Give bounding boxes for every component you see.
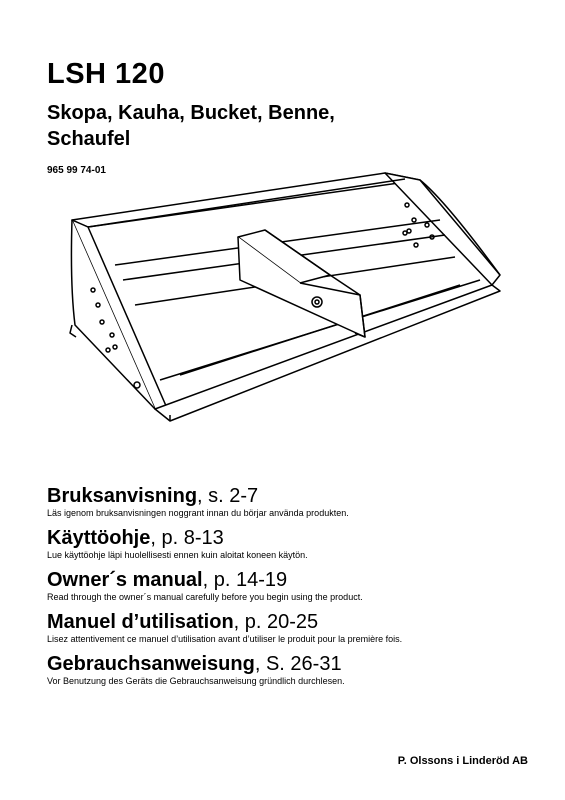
manual-entry-german xyxy=(47,652,547,687)
manual-heading xyxy=(47,526,547,550)
bucket-illustration xyxy=(60,165,515,440)
manual-title: Gebrauchsanweisung xyxy=(47,653,255,675)
manual-description: Vor Benutzung des Geräts die Gebrauchsanweisung gründlich durchlesen. xyxy=(47,676,345,686)
subtitle-line-2: Schaufel xyxy=(47,128,131,150)
manual-heading xyxy=(47,568,547,592)
manual-title: Bruksanvisning xyxy=(47,485,198,507)
manual-entry-french xyxy=(47,610,547,645)
manual-entry-finnish xyxy=(47,526,547,561)
manual-pages: , p. 14-19 xyxy=(202,569,288,591)
part-number: 965 99 74-01 xyxy=(47,165,106,176)
manual-entry-english xyxy=(47,568,547,603)
manual-title: Käyttöohje xyxy=(47,527,151,549)
manual-list xyxy=(47,484,547,694)
model-title: LSH 120 xyxy=(47,58,165,90)
subtitle-line-1: Skopa, Kauha, Bucket, Benne, xyxy=(47,102,335,124)
manual-heading xyxy=(47,484,547,508)
manual-heading xyxy=(47,652,547,676)
manual-entry-swedish xyxy=(47,484,547,519)
manual-description: Read through the owner´s manual carefully before you begin using the product. xyxy=(47,592,363,602)
manual-pages: , s. 2-7 xyxy=(197,485,259,507)
manual-heading xyxy=(47,610,547,634)
manual-description: Lue käyttöohje läpi huolellisesti ennen kuin aloitat koneen käytön. xyxy=(47,550,308,560)
manual-pages: , S. 26-31 xyxy=(254,653,342,675)
manual-description: Lisez attentivement ce manuel d’utilisation avant d’utiliser le produit pour la première fois. xyxy=(47,634,403,644)
product-subtitle xyxy=(47,100,507,152)
manual-title: Manuel d’utilisation xyxy=(47,611,234,633)
manual-description: Läs igenom bruksanvisningen noggrant innan du börjar använda produkten. xyxy=(47,508,349,518)
company-name: P. Olssons i Linderöd AB xyxy=(397,755,528,767)
manual-pages: , p. 8-13 xyxy=(150,527,224,549)
manual-pages: , p. 20-25 xyxy=(233,611,319,633)
manual-title: Owner´s manual xyxy=(47,569,203,591)
